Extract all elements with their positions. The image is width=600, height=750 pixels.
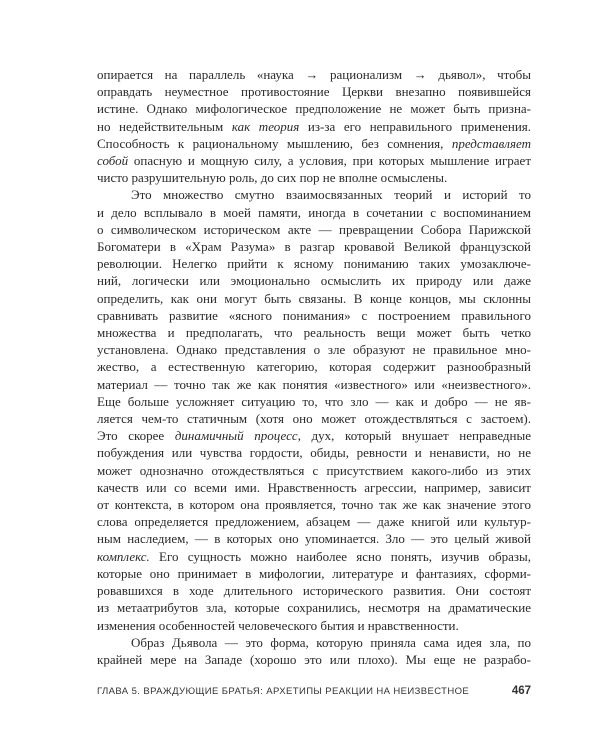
text-line [97,66,531,83]
text-line-content [97,599,531,616]
text-line-content [97,617,531,634]
text-line [97,307,531,324]
body-text [97,66,531,668]
text-line-content [97,341,531,358]
text-run: сравнивать развитие «ясного понимания» с построением правильного [97,307,531,323]
text-line [97,582,531,599]
italic-text: динамичный процесс [174,428,298,444]
italic-text: как теория [231,118,300,134]
text-line [97,169,531,186]
text-run: Это множество смутно взаимосвязанных теорий и историй то [131,187,531,203]
text-run: изменения особенностей человеческого бытия и нравственности. [97,617,459,633]
text-line-content [97,496,531,513]
running-footer [97,684,531,699]
text-run: о символическом историческом акте — превращении Собора Парижской [97,221,531,237]
text-line [97,651,531,668]
text-line-content [97,513,531,530]
text-line [97,393,531,410]
text-run: Это скорее [97,428,175,444]
text-run: множества и предполагать, что реальность вещи может быть четко [97,325,531,341]
text-line-content [97,462,531,479]
text-line [97,513,531,530]
text-line-content [97,290,531,307]
text-line [97,530,531,547]
italic-text: представляет [451,135,531,151]
text-line [97,599,531,616]
chapter-title: ГЛАВА 5. ВРАЖДУЮЩИЕ БРАТЬЯ: АРХЕТИПЫ РЕАКЦИИ НА НЕИЗВЕСТНОЕ [97,686,470,698]
text-run: Еще больше усложняет ситуацию то, что зло — как и добро — не яв- [97,393,531,409]
text-line [97,221,531,238]
page [97,66,531,699]
text-run: оправдать неуместное противостояние Церкви внезапно появившейся [97,84,531,100]
text-line [97,272,531,289]
text-line-content [97,100,531,117]
text-run: но недействительным [97,118,232,134]
text-line [97,118,531,135]
text-run: чисто разрушительную роль, до сих пор не вполне осмыслены. [97,170,448,186]
text-run: ляется чем-то статичным (хотя оно может отождествляться с застоем). [97,411,531,427]
text-line [97,479,531,496]
text-line [97,83,531,100]
text-line [97,152,531,169]
text-line-content [97,169,531,186]
text-run: слова определяется предложением, абзацем — даже книгой или культур- [97,514,531,530]
text-line-content [97,427,531,444]
text-line [97,410,531,427]
text-line [97,496,531,513]
text-line-content [97,118,531,135]
text-line [97,341,531,358]
text-line-content [97,83,531,100]
text-run: побуждения или чувства гордости, обиды, ревности и ненависти, но не [97,445,531,461]
page-number: 467 [511,685,531,698]
text-run: революции. Нелегко прийти к ясному пониманию таких умозаключе- [97,256,531,272]
text-run: материал — точно так же как понятия «известного» или «неизвестного». [97,376,531,392]
text-line [97,548,531,565]
text-run: из метаатрибутов зла, которые сохранились, несмотря на драматические [97,600,531,616]
text-run: опирается на параллель «наука → рационализм → дьявол», чтобы [97,67,531,82]
text-run: крайней мере на Западе (хорошо это или плохо). Мы еще не разрабо- [97,651,531,667]
text-run: которые оно принимает в мифологии, литературе и фантазиях, сформи- [97,565,531,581]
text-line [97,324,531,341]
text-line-content [97,307,531,324]
text-line-content [97,152,531,169]
text-line-content [97,238,531,255]
text-run: ровавшихся в ходе длительного исторического развития. Они состоят [97,583,531,599]
text-run: жество, а естественную категорию, которая содержит разнообразный [97,359,531,375]
text-run: от контекста, в котором она проявляется, точно так же как значение этого [97,497,531,513]
text-line [97,634,531,651]
text-run: Способность к рациональному мышлению, без сомнения, [97,135,452,151]
text-line [97,255,531,272]
italic-text: комплекс. [97,548,150,564]
text-line [97,617,531,634]
text-line-content [97,324,531,341]
text-line-content [97,582,531,599]
text-line [97,358,531,375]
text-line-content [97,255,531,272]
text-line-content [97,221,531,238]
text-line-content [97,135,531,152]
text-line [97,100,531,117]
text-line [97,135,531,152]
text-line-content [131,186,531,203]
text-line-content [97,358,531,375]
text-line-content [131,634,531,651]
text-line-content [97,393,531,410]
text-line-content [97,530,531,547]
text-run: из-за его неправильного применения. [299,118,532,134]
text-run: , дух, который внушает неправедные [297,428,531,444]
text-line-content [97,66,531,83]
text-line-content [97,272,531,289]
text-line-content [97,376,531,393]
text-run: и дело всплывало в моей памяти, иногда в сочетании с воспоминанием [97,204,531,220]
text-run: качеств или со всеми ими. Нравственность агрессии, например, зависит [97,479,531,495]
text-run: Образ Дьявола — это форма, которую приняла сама идея зла, по [131,634,531,650]
text-line-content [97,548,531,565]
text-run: опасную и мощную силу, а условия, при которых мышление играет [128,153,531,169]
text-line-content [97,651,531,668]
text-run: установлена. Однако представления о зле образуют не правильное мно- [97,342,531,358]
text-line [97,444,531,461]
text-line [97,462,531,479]
text-line [97,427,531,444]
text-run: ний, логически или эмоционально осмыслить их природу или даже [97,273,531,289]
text-run: истине. Однако мифологическое предположение не может быть призна- [97,101,531,117]
text-line [97,238,531,255]
text-line-content [97,444,531,461]
text-run: определить, как они могут быть связаны. В конце концов, мы склонны [97,290,531,306]
text-line-content [97,479,531,496]
text-line [97,186,531,203]
text-line [97,376,531,393]
text-run: ным наследием, — в которых оно упоминается. Зло — это целый живой [97,531,531,547]
text-line [97,204,531,221]
text-run: Его сущность можно наиболее ясно понять, изучив образы, [149,548,531,564]
text-run: может однозначно отождествляться с присутствием какого-либо из этих [97,462,531,478]
text-line [97,565,531,582]
text-line-content [97,565,531,582]
italic-text: собой [97,153,129,169]
text-line [97,290,531,307]
text-line-content [97,410,531,427]
text-run: Богоматери в «Храм Разума» в разгар кровавой Великой французской [97,239,531,255]
text-line-content [97,204,531,221]
